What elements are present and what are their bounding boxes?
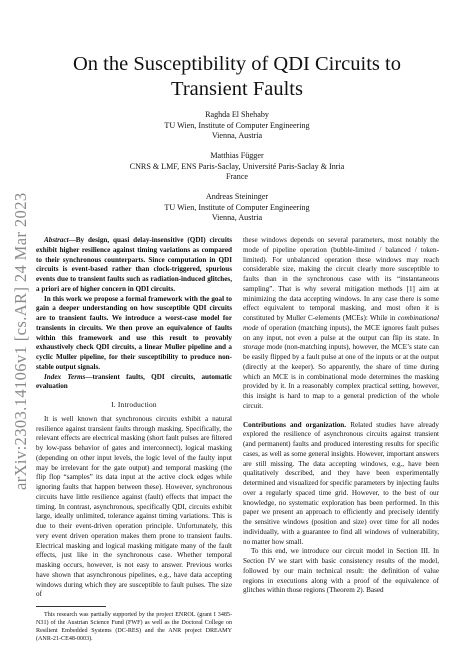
abstract-paragraph-1 bbox=[36, 236, 232, 295]
right-paragraph-1 bbox=[243, 236, 439, 412]
section-heading-introduction: I. Introduction bbox=[111, 400, 157, 409]
abstract-label: Abstract bbox=[44, 236, 69, 244]
author-name: Matthias Függer bbox=[210, 151, 264, 160]
author-block-3 bbox=[40, 192, 434, 224]
right-column bbox=[243, 236, 439, 596]
right-p1-italic-1: combinational mode bbox=[243, 314, 439, 332]
index-terms-label: Index Terms bbox=[44, 372, 86, 381]
footnote-text: This research was partially supported by the project ENROL (grant I 3485-N31) of the Austrian Science Fund (FWF) as well as the Doctoral College on Resilient Embedded Systems (DC-RES) and the ANR project DREAMY (ANR-21-CE48-0003). bbox=[36, 612, 232, 643]
author-location: France bbox=[225, 172, 249, 182]
intro-paragraph-1: It is well known that synchronous circuits exhibit a natural resilience against transient faults through masking. Specifically, the relevant effects are electrical masking (short fault pulses are filtered by low-pass behavior of gates and interconnect), logical masking (depending on other input levels, the logic level of the faulty input may be irrelevant for the gate output) and temporal masking (the flip flop “samples” its data input at the active clock edges while ignoring faults that happen between these). However, synchronous circuits have little resilience against (fault) effects that impact the timing. In contrast, asynchronous, specifically QDI, circuits exhibit large, ideally unlimited, tolerance against timing variations. This is due to their event-driven operation principle. Unfortunately, this very event driven operation makes them prone to transient faults. Electrical masking and logical masking mitigate many of the fault effects, just like in the synchronous case. Whether temporal masking occurs, however, is not easy to answer. Previous works have shown that asynchronous pipelines, e.g., have data accepting windows during which they are susceptible to fault pulses. The size of bbox=[36, 414, 232, 599]
index-terms-text: —transient faults, QDI circuits, automatic evaluation bbox=[36, 372, 232, 391]
right-p1-part-a: these windows depends on several parameters, most notably the mode of pipeline operation (bubble-limited / balanced / token-limited). For unbalanced operation these windows may reach considerable size, making the circuit clearly more susceptible to faults than in the synchronous case with its “instantaneous sampling”. That is why several mitigation methods [1] aim at minimizing the data accepting windows. In any case there is some effect equivalent to temporal masking, and most often it is constituted by Muller C-elements (MCEs): While in bbox=[243, 236, 439, 322]
author-location: Vienna, Austria bbox=[211, 131, 263, 141]
contributions-label: Contributions and organization. bbox=[243, 420, 347, 429]
right-p1-part-c: mode (non-matching inputs), however, the MCE’s state can be easily flipped by a fault pulse at one of the inputs or at the output (directly at the keeper). So apparently, the share of time during which an MCE is in combinational mode determines the masking provided by it. In a reasonably complex practical setting, however, this insight is hard to map to a general prediction of the whole circuit. bbox=[243, 343, 439, 410]
author-affiliation: TU Wien, Institute of Computer Engineering bbox=[164, 202, 310, 212]
author-name: Andreas Steininger bbox=[205, 192, 269, 201]
author-block-2 bbox=[40, 151, 434, 183]
author-affiliation: TU Wien, Institute of Computer Engineering bbox=[164, 120, 310, 130]
contributions-text: Related studies have already explored the resilience of asynchronous circuits against transient (and permanent) faults and produced interesting results for specific cases, as well as some general insights. However, important answers are still missing. The data accepting windows, e.g., have been qualitatively described, and they have been experimentally determined and visualized for specific parameters by injecting faults over a regularly spaced time grid. However, to the best of our knowledge, no systematic exploration has been performed. In this paper we present an approach to efficiently and precisely identify the sensitive windows (position and size) over time for all nodes individually, with a guarantee to find all windows of vulnerability, no matter how small. bbox=[243, 420, 439, 546]
title-line-2: Transient Faults bbox=[171, 78, 303, 100]
arxiv-stamp: arXiv:2303.14106v1 [cs.AR] 24 Mar 2023 bbox=[11, 192, 30, 490]
author-affiliation: CNRS & LMF, ENS Paris-Saclay, Université Paris-Saclay & Inria bbox=[129, 161, 345, 171]
right-p1-italic-2: storage bbox=[243, 343, 265, 352]
title-line-1: On the Susceptibility of QDI Circuits to bbox=[73, 53, 401, 75]
author-block-1 bbox=[40, 110, 434, 142]
right-paragraph-3: To this end, we introduce our circuit model in Section III. In Section IV we start with basic consistency results of the model, followed by our main technical result: the definition of value regions in executions along with a proof of the equivalence of glitches within those regions (Theorem 2). Based bbox=[243, 547, 439, 595]
index-terms bbox=[36, 373, 232, 393]
author-name: Raghda El Shehaby bbox=[205, 110, 269, 119]
footnote-rule bbox=[36, 606, 106, 607]
paper-title bbox=[40, 52, 434, 102]
abstract-text-1: —By design, quasi delay-insensitive (QDI) circuits exhibit higher resilience against timing variations as compared to their synchronous counterparts. Since computation in QDI circuits is event-based rather than clock-triggered, spurious events due to transient faults such as radiation-induced glitches, a priori are of higher concern in QDI circuits. bbox=[36, 236, 232, 293]
right-paragraph-2 bbox=[243, 421, 439, 548]
abstract-paragraph-2: In this work we propose a formal framework with the goal to gain a deeper understanding on how susceptible QDI circuits are to transient faults. We introduce a worst-case model for transients in circuits. We then prove an equivalence of faults within this framework and use this result to provably exhaustively check QDI circuits, a linear Muller pipeline and a cyclic Muller pipeline, for their susceptibility to produce non-stable output signals. bbox=[36, 294, 232, 371]
author-location: Vienna, Austria bbox=[211, 213, 263, 223]
left-column bbox=[36, 236, 232, 643]
right-p1-part-b: of operation (matching inputs), the MCE ignores fault pulses on any input, not even a pulse at the output can flip its state. In bbox=[243, 323, 439, 342]
